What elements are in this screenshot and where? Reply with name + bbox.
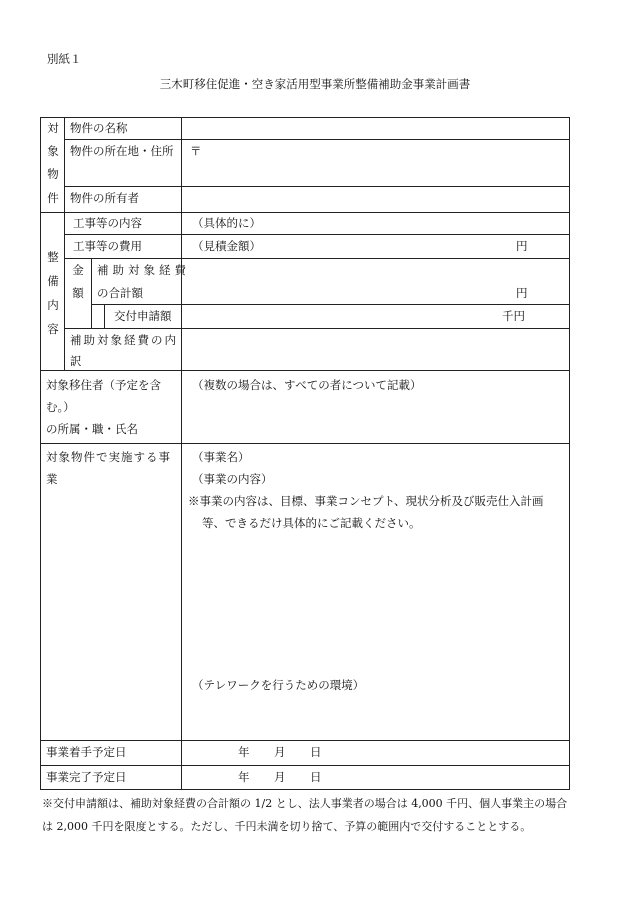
resident-label-line1: 対象移住者（予定を含 — [46, 378, 161, 392]
business-note-line1: ※事業の内容は、目標、事業コンセプト、現状分析及び販売仕入計画 — [188, 494, 544, 508]
subsidy-total-unit: 円 — [516, 286, 528, 300]
business-label-line1: 対象物件で実施する事 — [46, 450, 171, 464]
subsidy-detail-label-line2: 訳 — [70, 354, 82, 368]
resident-field[interactable] — [182, 371, 568, 443]
grant-request-field[interactable] — [182, 305, 568, 328]
amount-label-divider — [91, 258, 92, 328]
grant-left-divider — [104, 304, 105, 328]
amount-label-char: 金 — [72, 263, 84, 277]
telework-hint: （テレワークを行うための環境） — [192, 678, 365, 692]
maintenance-label-char: 備 — [47, 274, 59, 288]
resident-hint: （複数の場合は、すべての者について記載） — [192, 378, 422, 392]
work-content-hint: （具体的に） — [192, 216, 261, 230]
work-cost-label: 工事等の費用 — [73, 239, 142, 253]
start-date-label: 事業着手予定日 — [46, 745, 127, 759]
doc-title: 三木町移住促進・空き家活用型事業所整備補助金事業計画書 — [159, 77, 471, 91]
table-border-right — [569, 117, 570, 789]
start-date-field[interactable] — [182, 741, 568, 765]
start-month-unit: 月 — [274, 745, 286, 759]
end-month-unit: 月 — [274, 770, 286, 784]
footnote-line2: は 2,000 千円を限度とする。ただし、千円未満を切り捨て、予算の範囲内で交付することとする。 — [42, 820, 532, 833]
subsidy-detail-label-line1: 補助対象経費の内 — [70, 333, 178, 347]
property-owner-label: 物件の所有者 — [70, 191, 139, 205]
business-name-hint: （事業名） — [192, 450, 250, 464]
property-name-label: 物件の名称 — [70, 121, 128, 135]
end-date-label: 事業完了予定日 — [46, 770, 127, 784]
property-owner-field[interactable] — [182, 187, 568, 212]
subsidy-total-field[interactable] — [182, 259, 568, 304]
business-field[interactable] — [182, 444, 568, 740]
property-address-field[interactable] — [182, 140, 568, 186]
table-border-bottom — [40, 789, 570, 790]
resident-label-line3: の所属・職・氏名 — [46, 422, 138, 436]
footnote-line1: ※交付申請額は、補助対象経費の合計額の 1/2 とし、法人事業者の場合は 4,000 千円、個人事業主の場合 — [42, 797, 568, 810]
property-label-char: 物 — [47, 167, 59, 181]
property-label-char: 象 — [47, 144, 59, 158]
subsidy-total-label-line1: 補助対象経費 — [97, 263, 190, 277]
property-name-field[interactable] — [182, 118, 568, 139]
subsidy-total-label-line2: の合計額 — [97, 286, 143, 300]
work-cost-unit: 円 — [516, 239, 528, 253]
resident-label-line2: む。） — [46, 400, 75, 414]
business-note-line2: 等、できるだけ具体的にご記載ください。 — [202, 516, 421, 530]
end-year-unit: 年 — [238, 770, 250, 784]
postal-mark: 〒 — [190, 144, 202, 158]
annex-label: 別紙１ — [47, 52, 82, 66]
work-cost-hint: （見積金額） — [192, 239, 261, 253]
end-date-field[interactable] — [182, 766, 568, 789]
property-label-char: 対 — [47, 121, 59, 135]
end-day-unit: 日 — [310, 770, 322, 784]
table-border-left — [40, 117, 41, 789]
maintenance-label-char: 整 — [47, 250, 59, 264]
grant-request-label: 交付申請額 — [114, 309, 172, 323]
business-label-line2: 業 — [46, 472, 58, 486]
work-cost-field[interactable] — [182, 235, 568, 258]
work-content-label: 工事等の内容 — [73, 216, 142, 230]
maintenance-label-char: 内 — [47, 298, 59, 312]
amount-label-char: 額 — [72, 286, 84, 300]
subsidy-detail-field[interactable] — [182, 329, 568, 370]
maintenance-label-char: 容 — [47, 322, 59, 336]
grant-request-unit: 千円 — [502, 309, 525, 323]
property-label-char: 件 — [47, 191, 59, 205]
start-day-unit: 日 — [310, 745, 322, 759]
start-year-unit: 年 — [238, 745, 250, 759]
work-content-field[interactable] — [182, 213, 568, 234]
business-content-hint: （事業の内容） — [192, 472, 273, 486]
property-address-label: 物件の所在地・住所 — [70, 144, 174, 158]
